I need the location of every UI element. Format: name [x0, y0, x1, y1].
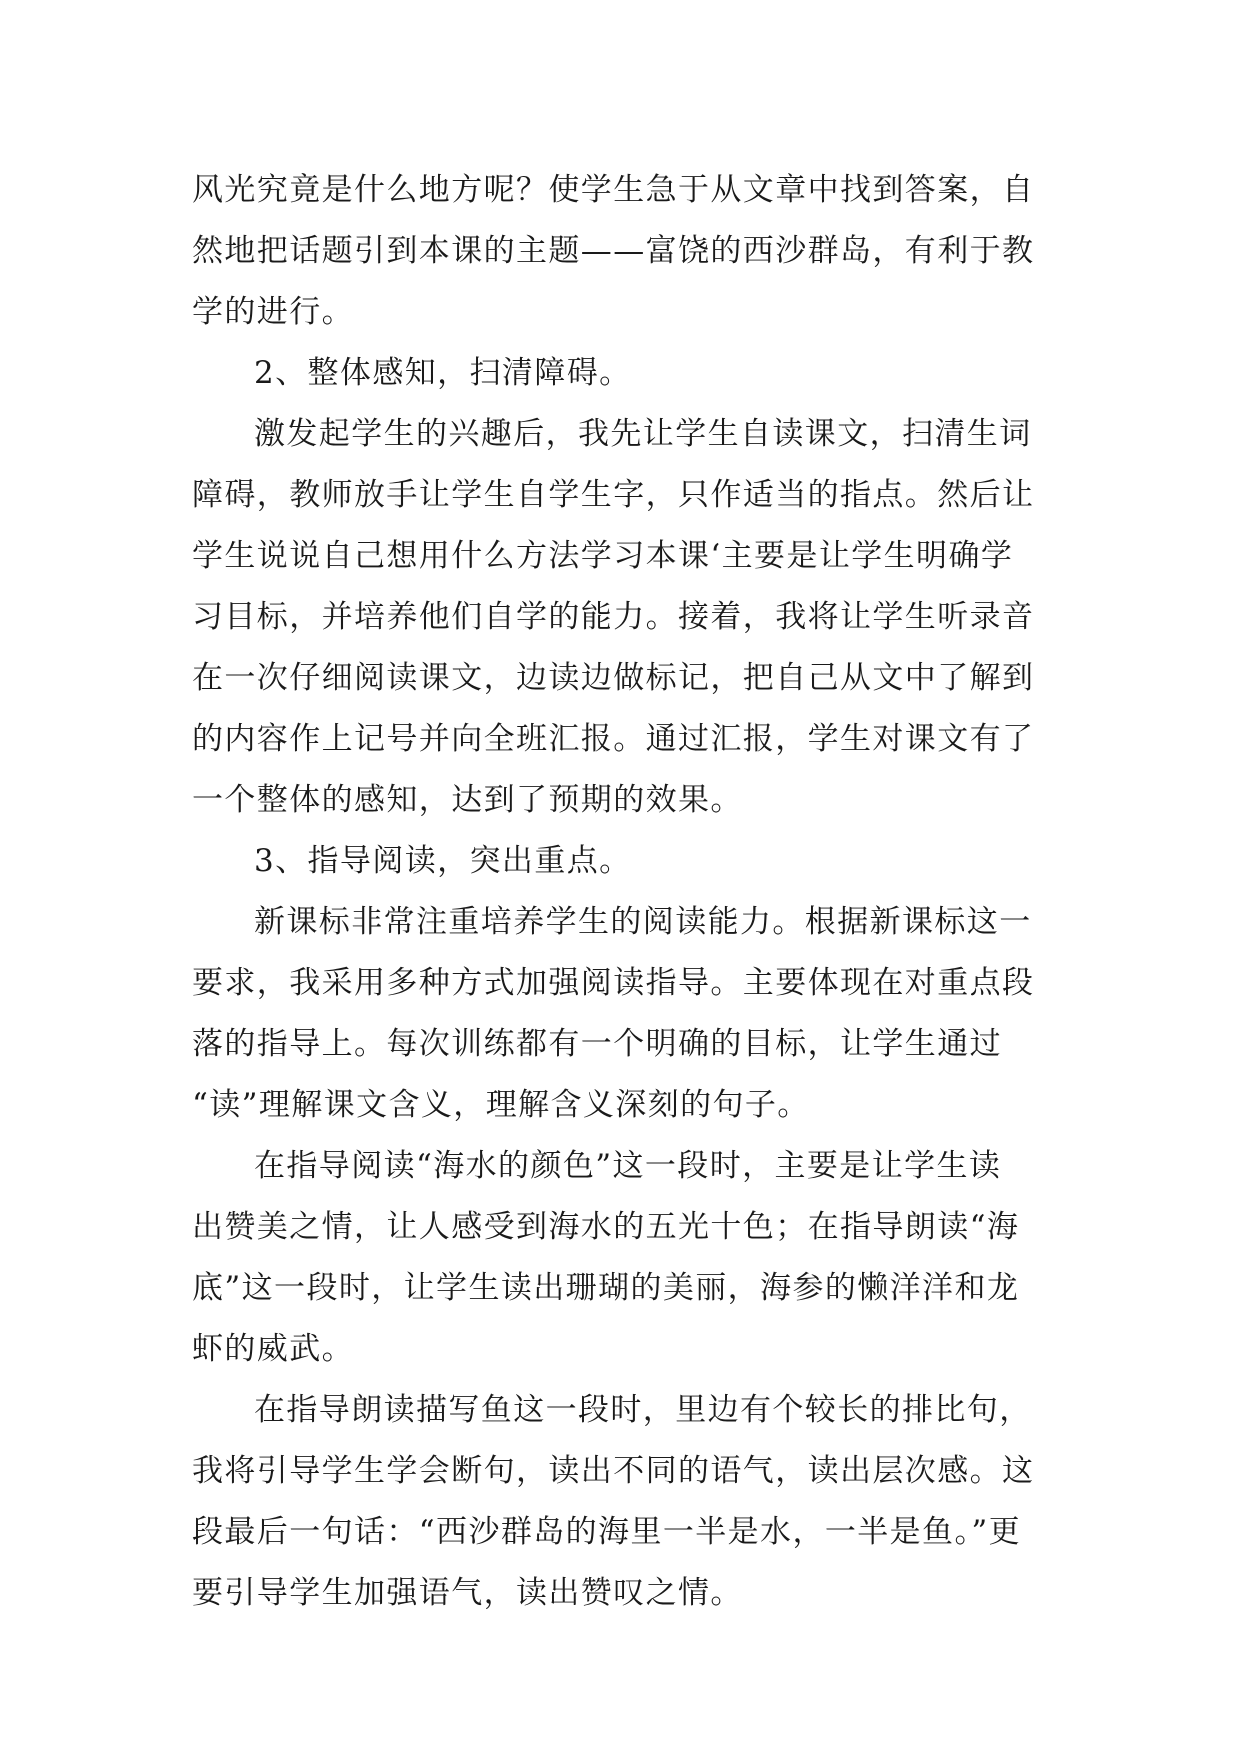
paragraph-line: 底”这一段时，让学生读出珊瑚的美丽，海参的懒洋洋和龙	[192, 1270, 1020, 1306]
paragraph-line: 在一次仔细阅读课文，边读边做标记，把自己从文中了解到	[192, 660, 1035, 696]
paragraph-line: 一个整体的感知，达到了预期的效果。	[192, 782, 743, 818]
paragraph-line: 学生说说自己想用什么方法学习本课‘主要是让学生明确学	[192, 538, 1014, 574]
document-body	[192, 160, 1052, 1624]
section-heading: 2、整体感知，扫清障碍。	[254, 355, 632, 391]
paragraph-line: 风光究竟是什么地方呢？使学生急于从文章中找到答案，自	[192, 172, 1035, 208]
paragraph-line: 障碍，教师放手让学生自学生字，只作适当的指点。然后让	[192, 477, 1035, 513]
paragraph-line: 在指导阅读“海水的颜色”这一段时，主要是让学生读	[254, 1148, 1002, 1184]
paragraph-line: 习目标，并培养他们自学的能力。接着，我将让学生听录音	[192, 599, 1035, 635]
paragraph-line: 段最后一句话：“西沙群岛的海里一半是水，一半是鱼。”更	[192, 1514, 1021, 1550]
paragraph-line: 出赞美之情，让人感受到海水的五光十色；在指导朗读“海	[192, 1209, 1020, 1245]
paragraph-line: 落的指导上。每次训练都有一个明确的目标，让学生通过	[192, 1026, 1002, 1062]
paragraph-line: 学的进行。	[192, 294, 354, 330]
paragraph-line: 要引导学生加强语气，读出赞叹之情。	[192, 1575, 743, 1611]
paragraph-line: 的内容作上记号并向全班汇报。通过汇报，学生对课文有了	[192, 721, 1035, 757]
paragraph-line: “读”理解课文含义，理解含义深刻的句子。	[192, 1087, 810, 1123]
paragraph-line: 然地把话题引到本课的主题——富饶的西沙群岛，有利于教	[192, 233, 1035, 269]
paragraph-line: 在指导朗读描写鱼这一段时，里边有个较长的排比句，	[254, 1392, 1032, 1428]
paragraph-line: 新课标非常注重培养学生的阅读能力。根据新课标这一	[254, 904, 1032, 940]
section-heading: 3、指导阅读，突出重点。	[254, 843, 632, 879]
paragraph-line: 要求，我采用多种方式加强阅读指导。主要体现在对重点段	[192, 965, 1035, 1001]
paragraph-line: 我将引导学生学会断句，读出不同的语气，读出层次感。这	[192, 1453, 1035, 1489]
paragraph-line: 激发起学生的兴趣后，我先让学生自读课文，扫清生词	[254, 416, 1032, 452]
paragraph-line: 虾的威武。	[192, 1331, 354, 1367]
